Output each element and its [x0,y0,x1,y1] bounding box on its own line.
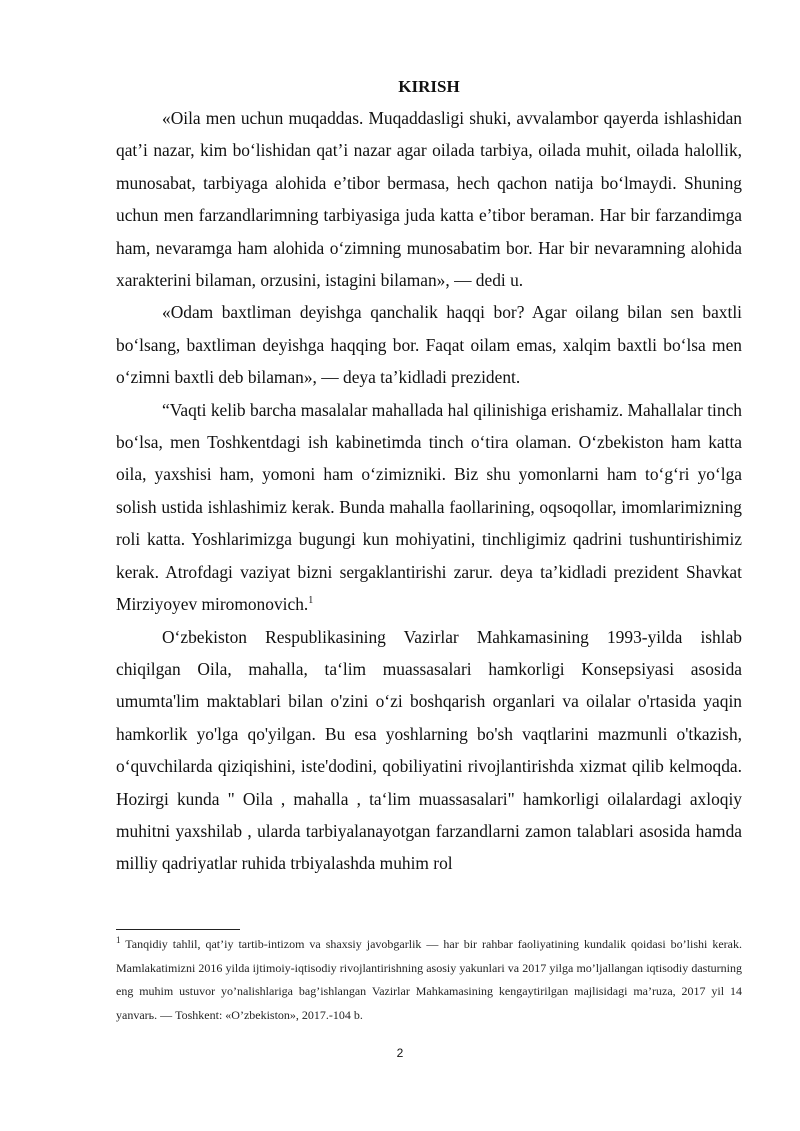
document-body [116,76,742,880]
footnote-divider [116,929,240,930]
page-title: KIRISH [398,77,460,96]
paragraph-4-text: O‘zbekiston Respublikasining Vazirlar Mahkamasining 1993-yilda ishlab chiqilgan Oila, mahalla, ta‘lim muassasalari hamkorligi Konsepsiyasi asosida umumta'lim maktablari bilan o'zini o‘zi boshqarish organlari va oilalar o'rtasida yaqin hamkorlik yo'lga qo'yilgan. Bu esa yoshlarning bo'sh vaqtlarini mazmunli o'tkazish, o‘quvchilarda qiziqishini, iste'dodini, qobiliyatini rivojlantirishda xizmat qilib kelmoqda. Hozirgi kunda " Oila , mahalla , ta‘lim muassasalari" hamkorligi oilalardagi axloqiy muhitni yaxshilab , ularda tarbiyalanayotgan farzandlarni zamon talablari asosida hamda milliy qadriyatlar ruhida trbiyalashda muhim rol [116,626,742,874]
footnote [116,933,742,1027]
paragraph-2 [116,296,742,393]
footnote-mark: 1 [116,935,121,945]
paragraph-1 [116,102,742,296]
paragraph-2-text: «Odam baxtliman deyishga qanchalik haqqi bor? Agar oilang bilan sen baxtli bo‘lsang, baxtliman deyishga haqqing bor. Faqat oilam emas, xalqim baxtli bo‘lsa men o‘zimni baxtli deb bilaman», — deya ta’kidladi prezident. [116,302,742,388]
footnote-text: Tanqidiy tahlil, qat’iy tartib-intizom va shaxsiy javobgarlik — har bir rahbar faoliyatining kundalik qoidasi bo’lishi kerak. Mamlakatimizni 2016 yilda ijtimoiy-iqtisodiy rivojlantirishning asosiy yakunlari va 2017 yilga mo’ljallangan iqtisodiy dasturning eng muhim ustuvor yo’nalishlariga bag’ishlangan Vazirlar Mahkamasining kengaytirilgan majlisidagi ma’ruza, 2017 yil 14 yanvarь. — Toshkent: «O’zbekiston», 2017.-104 b. [116,937,742,1022]
paragraph-3-text: “Vaqti kelib barcha masalalar mahallada hal qilinishiga erishamiz. Mahallalar tinch bo‘lsa, men Toshkentdagi ish kabinetimda tinch o‘tira olaman. O‘zbekiston ham katta oila, yaxshisi ham, yomoni ham o‘zimizniki. Biz shu yomonlarni ham to‘g‘ri yo‘lga solish ustida ishlashimiz kerak. Bunda mahalla faollarining, oqsoqollar, imomlarimizning roli katta. Yoshlarimizga bugungi kun mohiyatini, tinchligimiz qadrini tushuntirishimiz kerak. Atrofdagi vaziyat bizni sergaklantirishi zarur. deya ta’kidladi prezident Shavkat Mirziyoyev miromonovich. [116,399,742,615]
page-number: 2 [396,1046,404,1060]
paragraph-1-text: «Oila men uchun muqaddas. Muqaddasligi shuki, avvalambor qayerda ishlashidan qat’i nazar, kim bo‘lishidan qat’i nazar agar oilada tarbiya, oilada muhit, oilada halollik, munosabat, tarbiyaga alohida e’tibor bermasa, hech qachon natija bo‘lmaydi. Shuning uchun men farzandlarimning tarbiyasiga juda katta e’tibor beraman. Har bir farzandimga ham, nevaramga ham alohida o‘zimning munosabatim bor. Har bir nevaramning alohida xarakterini bilaman, orzusini, istagini bilaman», — dedi u. [116,108,742,291]
paragraph-4 [116,621,742,880]
paragraph-3 [116,394,742,621]
footnote-reference[interactable]: 1 [308,595,314,607]
